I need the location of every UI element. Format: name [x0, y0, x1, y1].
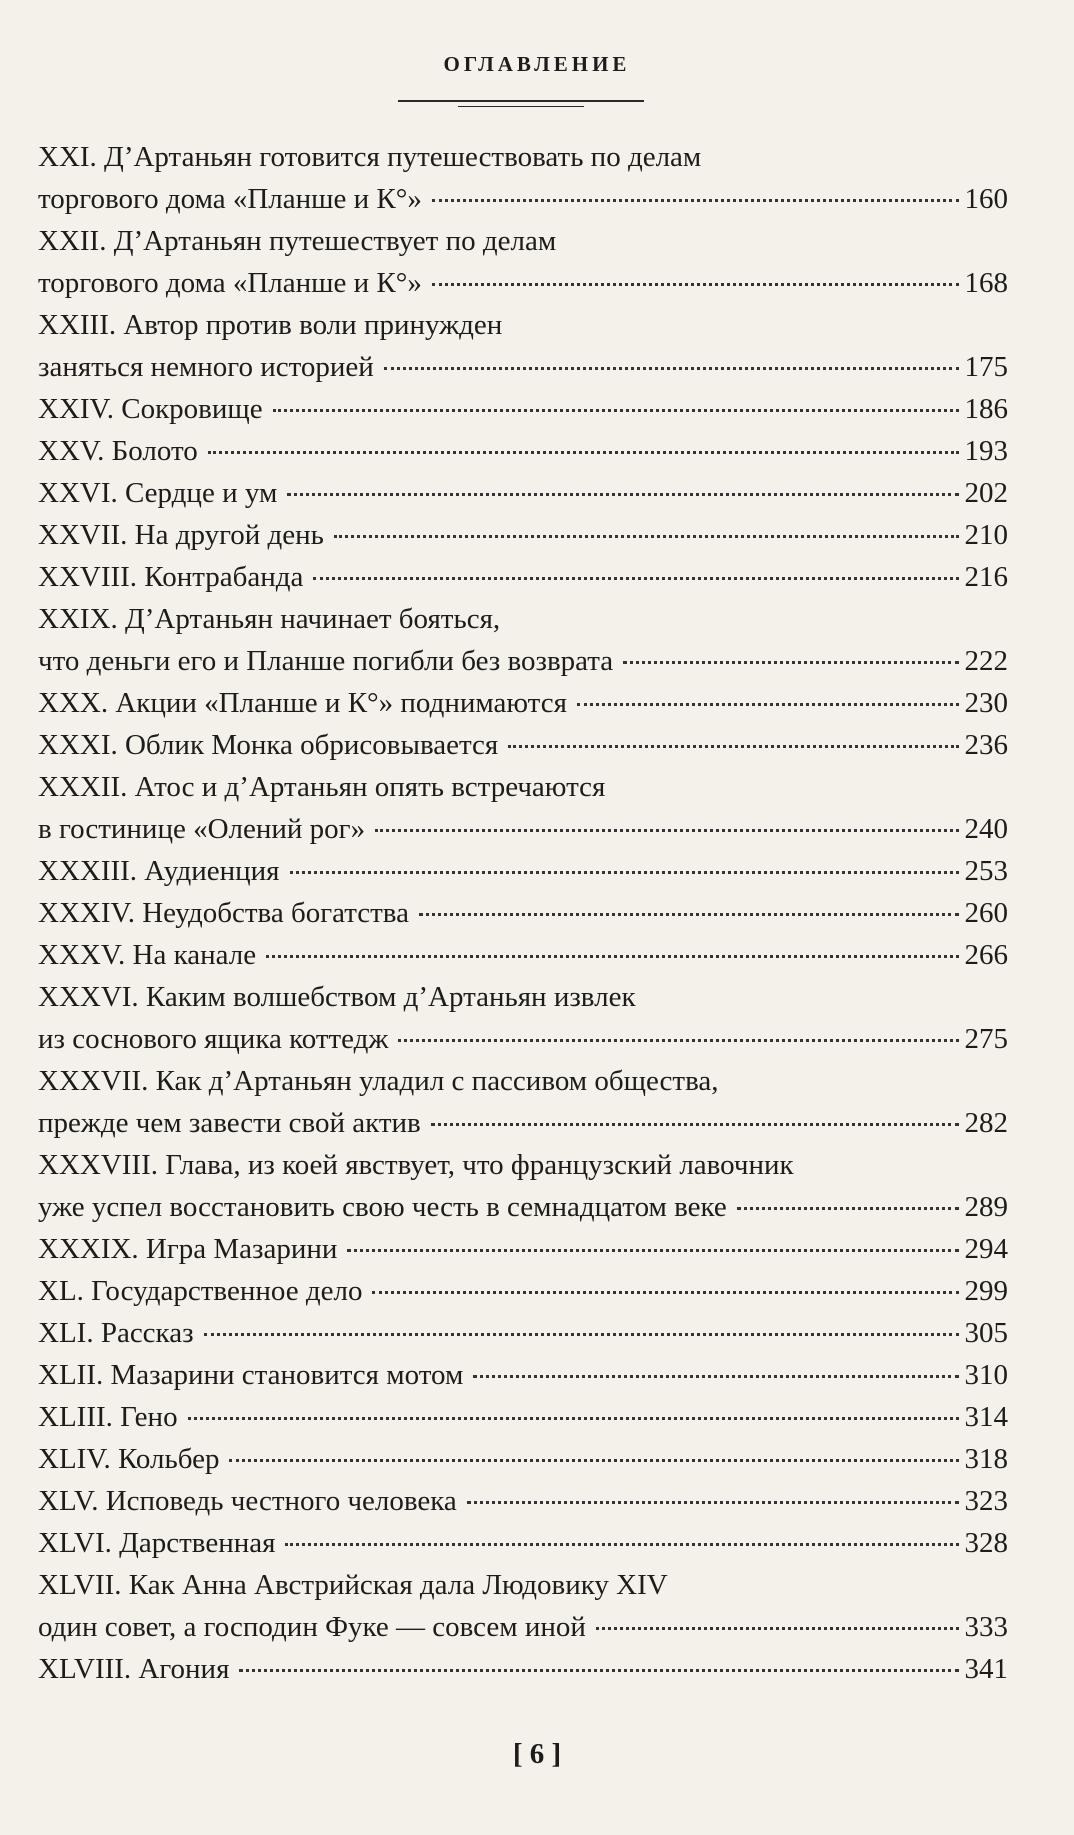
toc-entry-page: 186	[964, 393, 1008, 425]
toc-entry-page: 222	[964, 645, 1008, 677]
toc-entry-title-line: XLIII. Гено	[38, 1401, 178, 1433]
toc-entry-page: 289	[964, 1191, 1008, 1223]
toc-entry-title-line: XXX. Акции «Планше и К°» поднимаются	[38, 687, 567, 719]
toc-entry-last-line	[38, 808, 1008, 850]
toc-entry-title-line: XXII. Д’Артаньян путешествует по делам	[38, 225, 557, 257]
toc-entry-last-line	[38, 1480, 1008, 1522]
dot-leader	[334, 535, 959, 538]
toc-entry-title-line: заняться немного историей	[38, 351, 374, 383]
toc-entry-page: 333	[964, 1611, 1008, 1643]
toc-entry-last-line	[38, 934, 1008, 976]
toc-entry-title-line: XXXIX. Игра Мазарини	[38, 1233, 338, 1265]
dot-leader	[384, 367, 959, 370]
toc-entry-last-line	[38, 724, 1008, 766]
toc-entry-title-line: XXXVII. Как д’Артаньян уладил с пассивом общества,	[38, 1065, 719, 1097]
toc-entry-page: 275	[964, 1023, 1008, 1055]
toc-entry	[38, 1438, 1008, 1480]
toc-entry-title-line: XLV. Исповедь честного человека	[38, 1485, 457, 1517]
toc-entry	[38, 598, 1008, 682]
dot-leader	[204, 1333, 959, 1336]
toc-entry-page: 253	[964, 855, 1008, 887]
toc-entry-last-line	[38, 1102, 1008, 1144]
page-number: [ 6 ]	[512, 1738, 562, 1770]
dot-leader	[596, 1627, 959, 1630]
dot-leader	[577, 703, 959, 706]
toc-entry-page: 193	[964, 435, 1008, 467]
toc-entry-title-line: XXIII. Автор против воли принужден	[38, 309, 503, 341]
toc-entry-last-line	[38, 388, 1008, 430]
dot-leader	[398, 1039, 958, 1042]
toc-entry	[38, 1564, 1008, 1648]
toc-entry	[38, 976, 1008, 1060]
toc-entry	[38, 304, 1008, 388]
toc-entry-last-line	[38, 1606, 1008, 1648]
toc-entry-last-line	[38, 556, 1008, 598]
dot-leader	[188, 1417, 959, 1420]
toc-entry-title-line: XLIV. Кольбер	[38, 1443, 220, 1475]
toc-entry	[38, 1480, 1008, 1522]
toc-entry	[38, 934, 1008, 976]
toc-entry-page: 168	[964, 267, 1008, 299]
toc-entry-title-line: XXI. Д’Артаньян готовится путешествовать по делам	[38, 141, 702, 173]
toc-entry-page: 294	[964, 1233, 1008, 1265]
page-heading: ОГЛАВЛЕНИЕ	[443, 52, 631, 76]
toc-entry-title-line: XXXVIII. Глава, из коей явствует, что французский лавочник	[38, 1149, 794, 1181]
toc-entry-page: 216	[964, 561, 1008, 593]
dot-leader	[419, 913, 959, 916]
toc-entry-title-line: торгового дома «Планше и К°»	[38, 267, 422, 299]
toc-entry	[38, 556, 1008, 598]
dot-leader	[623, 661, 958, 664]
toc-entry-last-line	[38, 1228, 1008, 1270]
toc-entry-title-line: XXXIV. Неудобства богатства	[38, 897, 409, 929]
dot-leader	[347, 1249, 958, 1252]
toc-entry-last-line	[38, 1438, 1008, 1480]
toc-entry	[38, 682, 1008, 724]
toc-entry-page: 175	[964, 351, 1008, 383]
dot-leader	[313, 577, 958, 580]
toc-entry-title-line: XL. Государственное дело	[38, 1275, 363, 1307]
toc-entry	[38, 1396, 1008, 1438]
toc-entry-title-line: XXIX. Д’Артаньян начинает бояться,	[38, 603, 501, 635]
dot-leader	[375, 829, 958, 832]
toc-entry-page: 230	[964, 687, 1008, 719]
toc-entry-last-line	[38, 850, 1008, 892]
toc-entry-title-line: XXV. Болото	[38, 435, 198, 467]
dot-leader	[432, 199, 959, 202]
toc-entry	[38, 136, 1008, 220]
toc-entry-page: 202	[964, 477, 1008, 509]
toc-entry-last-line	[38, 682, 1008, 724]
table-of-contents	[38, 136, 1008, 1690]
dot-leader	[287, 493, 958, 496]
toc-entry-page: 341	[964, 1653, 1008, 1685]
toc-entry	[38, 220, 1008, 304]
toc-entry-title-line: XLVI. Дарственная	[38, 1527, 276, 1559]
toc-entry-title-line: уже успел восстановить свою честь в семнадцатом веке	[38, 1191, 727, 1223]
toc-entry-last-line	[38, 1186, 1008, 1228]
dot-leader	[473, 1375, 958, 1378]
toc-entry	[38, 892, 1008, 934]
toc-entry-title-line: из соснового ящика коттедж	[38, 1023, 389, 1055]
toc-entry-page: 318	[964, 1443, 1008, 1475]
toc-entry-last-line	[38, 1312, 1008, 1354]
toc-entry	[38, 1060, 1008, 1144]
toc-entry-title-line: XXVII. На другой день	[38, 519, 324, 551]
dot-leader	[239, 1669, 958, 1672]
toc-entry-page: 236	[964, 729, 1008, 761]
toc-entry-page: 328	[964, 1527, 1008, 1559]
dot-leader	[290, 871, 959, 874]
toc-entry-title-line: XXVIII. Контрабанда	[38, 561, 304, 593]
toc-entry	[38, 514, 1008, 556]
toc-entry-page: 310	[964, 1359, 1008, 1391]
toc-entry	[38, 388, 1008, 430]
toc-entry-last-line	[38, 1018, 1008, 1060]
toc-entry	[38, 1270, 1008, 1312]
toc-entry-page: 299	[964, 1275, 1008, 1307]
toc-entry	[38, 1312, 1008, 1354]
toc-entry-page: 314	[964, 1401, 1008, 1433]
toc-entry	[38, 724, 1008, 766]
dot-leader	[208, 451, 959, 454]
toc-entry-title-line: XXXVI. Каким волшебством д’Артаньян извлек	[38, 981, 636, 1013]
toc-entry	[38, 472, 1008, 514]
toc-entry-title-line: XLII. Мазарини становится мотом	[38, 1359, 464, 1391]
toc-entry-last-line	[38, 1354, 1008, 1396]
heading-rule	[398, 100, 644, 102]
toc-entry	[38, 1144, 1008, 1228]
toc-entry-title-line: торгового дома «Планше и К°»	[38, 183, 422, 215]
toc-entry-page: 260	[964, 897, 1008, 929]
toc-entry-title-line: XXXI. Облик Монка обрисовывается	[38, 729, 499, 761]
toc-entry-page: 282	[964, 1107, 1008, 1139]
toc-entry-title-line: XXIV. Сокровище	[38, 393, 263, 425]
toc-entry-page: 240	[964, 813, 1008, 845]
toc-entry-last-line	[38, 640, 1008, 682]
toc-entry	[38, 850, 1008, 892]
toc-entry-last-line	[38, 262, 1008, 304]
dot-leader	[737, 1207, 959, 1210]
toc-entry-title-line: что деньги его и Планше погибли без возврата	[38, 645, 614, 677]
toc-entry-last-line	[38, 346, 1008, 388]
toc-entry-page: 266	[964, 939, 1008, 971]
toc-entry-title-line: XLVIII. Агония	[38, 1653, 230, 1685]
toc-entry	[38, 766, 1008, 850]
dot-leader	[432, 283, 959, 286]
dot-leader	[229, 1459, 958, 1462]
dot-leader	[285, 1543, 958, 1546]
toc-entry-title-line: один совет, а господин Фуке — совсем иной	[38, 1611, 586, 1643]
toc-entry	[38, 430, 1008, 472]
toc-entry-last-line	[38, 472, 1008, 514]
toc-entry-page: 160	[964, 183, 1008, 215]
toc-entry-title-line: XLVII. Как Анна Австрийская дала Людовику XIV	[38, 1569, 668, 1601]
toc-entry-page: 210	[964, 519, 1008, 551]
toc-entry-last-line	[38, 1522, 1008, 1564]
toc-entry-last-line	[38, 430, 1008, 472]
toc-entry-last-line	[38, 892, 1008, 934]
toc-entry-last-line	[38, 178, 1008, 220]
toc-entry	[38, 1228, 1008, 1270]
toc-entry-page: 305	[964, 1317, 1008, 1349]
dot-leader	[266, 955, 958, 958]
toc-entry-title-line: XXXV. На канале	[38, 939, 257, 971]
dot-leader	[467, 1501, 959, 1504]
dot-leader	[508, 745, 958, 748]
toc-entry	[38, 1648, 1008, 1690]
dot-leader	[431, 1123, 959, 1126]
toc-entry-title-line: в гостинице «Олений рог»	[38, 813, 366, 845]
dot-leader	[372, 1291, 958, 1294]
toc-entry-last-line	[38, 1396, 1008, 1438]
toc-entry-last-line	[38, 1648, 1008, 1690]
toc-entry	[38, 1522, 1008, 1564]
toc-entry-title-line: XXXIII. Аудиенция	[38, 855, 280, 887]
toc-entry	[38, 1354, 1008, 1396]
toc-entry-last-line	[38, 1270, 1008, 1312]
toc-entry-title-line: XXVI. Сердце и ум	[38, 477, 278, 509]
toc-entry-title-line: прежде чем завести свой актив	[38, 1107, 421, 1139]
dot-leader	[273, 409, 959, 412]
toc-entry-title-line: XLI. Рассказ	[38, 1317, 194, 1349]
toc-entry-title-line: XXXII. Атос и д’Артаньян опять встречаются	[38, 771, 606, 803]
toc-entry-last-line	[38, 514, 1008, 556]
toc-entry-page: 323	[964, 1485, 1008, 1517]
